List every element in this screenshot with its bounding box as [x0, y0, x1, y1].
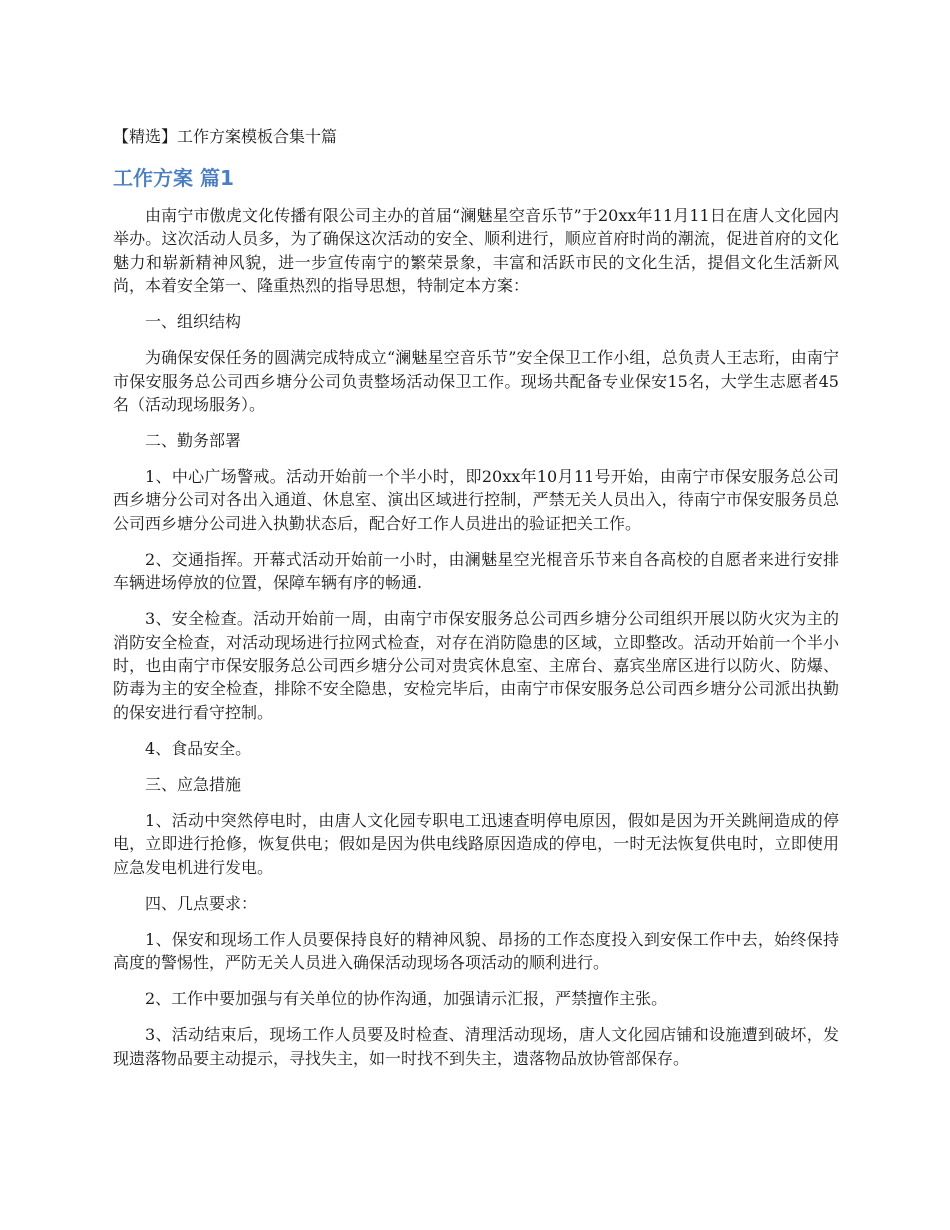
paragraph-deployment-3: 3、安全检查。活动开始前一周，由南宁市保安服务总公司西乡塘分公司组织开展以防火灾为主的消防安全检查，对活动现场进行拉网式检查，对存在消防隐患的区域，立即整改。活动开始前一个半小时，也由南宁市保安服务总公司西乡塘分公司对贵宾休息室、主席台、嘉宾坐席区进行以防火、防爆、防毒为主的安全检查，排除不安全隐患，安检完毕后，由南宁市保安服务总公司西乡塘分公司派出执勤的保安进行看守控制。: [113, 609, 839, 722]
paragraph-organization: 为确保安保任务的圆满完成特成立“澜魅星空音乐节”安全保卫工作小组，总负责人王志珩，由南宁市保安服务总公司西乡塘分公司负责整场活动保卫工作。现场共配备专业保安15名，大学生志愿者45名（活动现场服务）。: [113, 348, 839, 415]
paragraph-requirements-1: 1、保安和现场工作人员要保持良好的精神风貌、昂扬的工作态度投入到安保工作中去，始终保持高度的警惕性，严防无关人员进入确保活动现场各项活动的顺利进行。: [113, 929, 839, 973]
subheading-deployment: 二、勤务部署: [145, 431, 242, 451]
paragraph-requirements-3: 3、活动结束后，现场工作人员要及时检查、清理活动现场，唐人文化园店铺和设施遭到破坏，发现遗落物品要主动提示，寻找失主，如一时找不到失主，遗落物品放协管部保存。: [113, 1025, 839, 1068]
subheading-organization: 一、组织结构: [145, 312, 242, 332]
document-body: [113, 204, 839, 1083]
subheading-emergency: 三、应急措施: [145, 774, 242, 794]
paragraph-emergency-1: 1、活动中突然停电时，由唐人文化园专职电工迅速查明停电原因，假如是因为开关跳闸造成的停电，立即进行抢修，恢复供电；假如是因为供电线路原因造成的停电，一时无法恢复供电时，立即使用应急发电机进行发电。: [113, 810, 839, 877]
paragraph-deployment-4: 4、食品安全。: [145, 738, 252, 758]
paragraph-deployment-1: 1、中心广场警戒。活动开始前一个半小时，即20xx年10月11号开始，由南宁市保安服务总公司西乡塘分公司对各出入通道、休息室、演出区域进行控制，严禁无关人员出入，待南宁市保安服务员总公司西乡塘分公司进入执勤状态后，配合好工作人员进出的验证把关工作。: [113, 467, 839, 533]
document-title: 【精选】工作方案模板合集十篇: [113, 127, 338, 146]
paragraph-deployment-2: 2、交通指挥。开幕式活动开始前一小时，由澜魅星空光棍音乐节来自各高校的自愿者来进行安排车辆进场停放的位置，保障车辆有序的畅通.: [113, 549, 839, 593]
paragraph-requirements-2: 2、工作中要加强与有关单位的协作沟通，加强请示汇报，严禁擅作主张。: [145, 989, 668, 1009]
section-heading: 工作方案 篇1: [113, 166, 234, 190]
paragraph-intro: 由南宁市傲虎文化传播有限公司主办的首届“澜魅星空音乐节”于20xx年11月11日在唐人文化园内举办。这次活动人员多，为了确保这次活动的安全、顺利进行，顺应首府时尚的潮流，促进首府的文化魅力和崭新精神风貌，进一步宣传南宁的繁荣景象，丰富和活跃市民的文化生活，提倡文化生活新风尚，本着安全第一、隆重热烈的指导思想，特制定本方案：: [113, 206, 839, 296]
subheading-requirements: 四、几点要求：: [145, 893, 258, 913]
